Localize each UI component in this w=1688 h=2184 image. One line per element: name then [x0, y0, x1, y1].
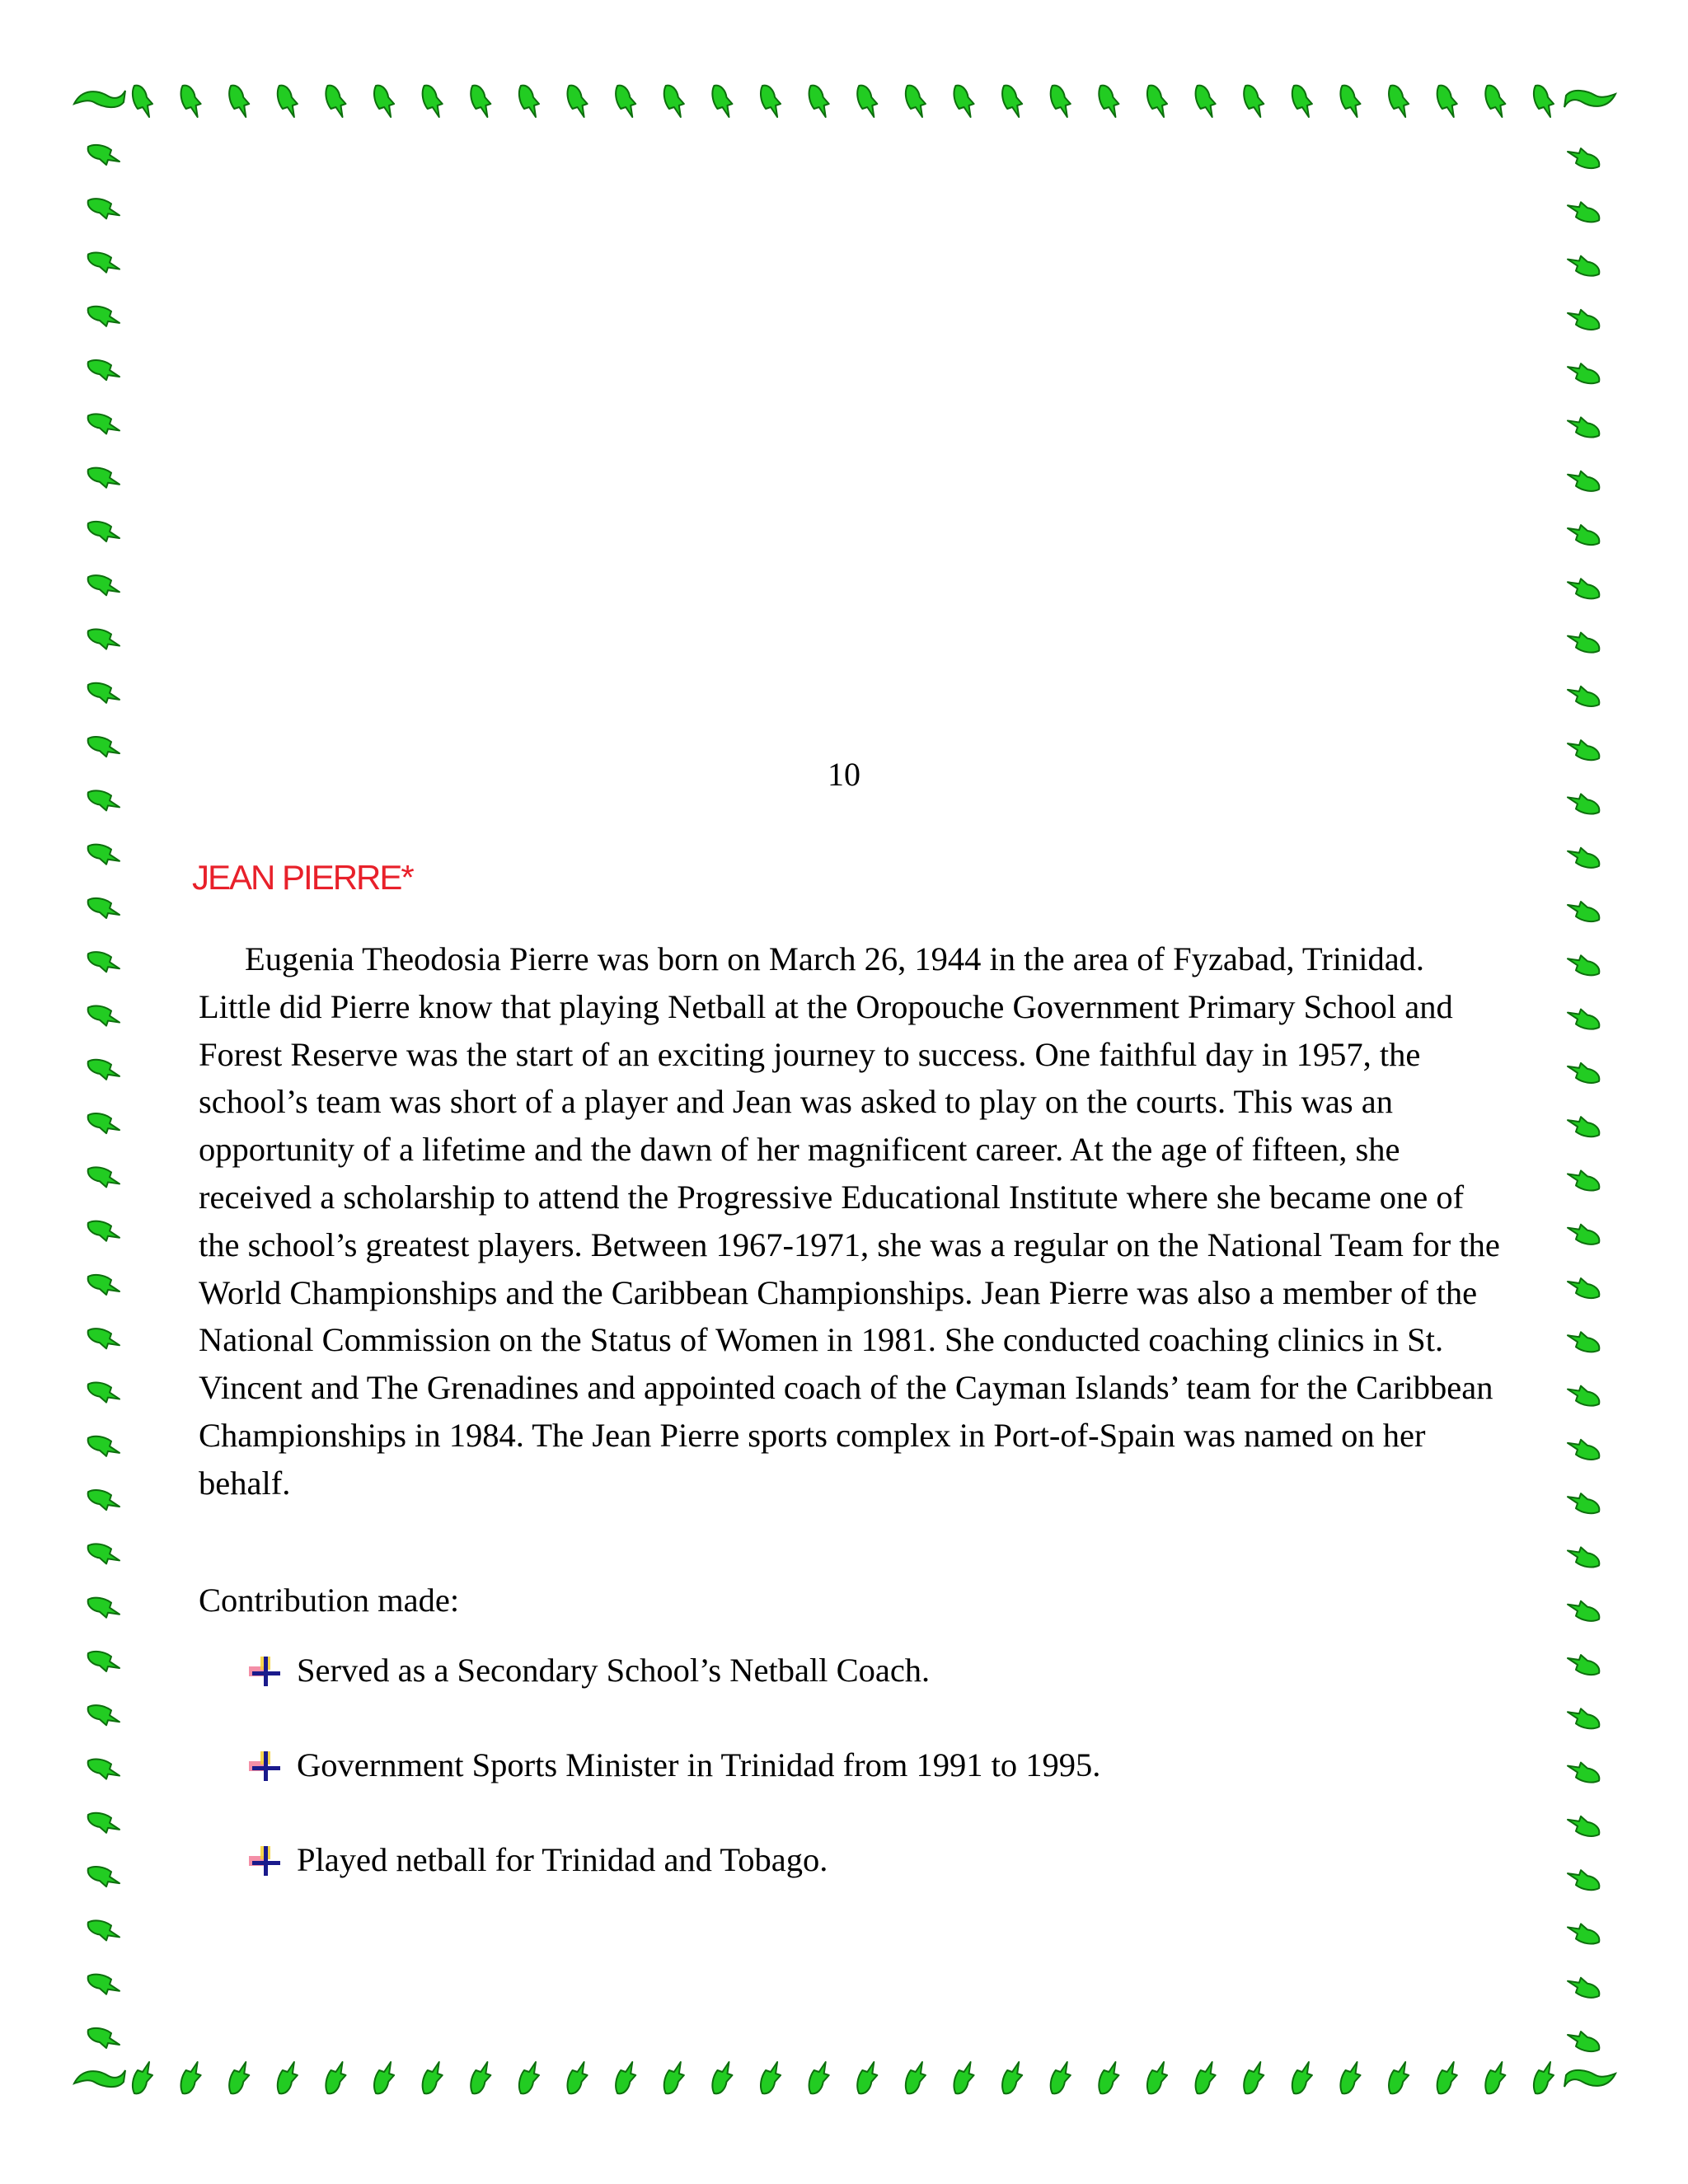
leaf-border-icon: [857, 2062, 877, 2093]
leaf-border-icon: [88, 1652, 120, 1671]
leaf-border-icon: [278, 2062, 298, 2093]
leaf-border-icon: [1568, 633, 1599, 653]
leaf-border-icon: [1244, 2062, 1264, 2093]
leaf-border-icon: [88, 1920, 120, 1940]
leaf-border-icon: [88, 307, 120, 326]
leaf-border-icon: [88, 575, 120, 595]
leaf-border-icon: [1568, 1601, 1599, 1621]
leaf-border-icon: [88, 468, 120, 488]
leaf-border-icon: [1051, 86, 1071, 117]
leaf-border-icon: [181, 86, 201, 117]
leaf-border-icon: [88, 845, 120, 865]
leaf-border-icon: [1099, 2062, 1118, 2093]
leaf-border-icon: [471, 2062, 490, 2093]
leaf-border-icon: [88, 1005, 120, 1025]
contribution-list: [247, 1647, 1100, 1931]
leaf-border-icon: [1568, 1547, 1599, 1567]
leaf-border-icon: [88, 1813, 120, 1833]
leaf-border-icon: [1196, 86, 1216, 117]
cross-bullet-icon: [247, 1844, 284, 1877]
leaf-border-icon: [1196, 2062, 1216, 2093]
page-number: 10: [828, 756, 860, 793]
leaf-border-icon: [761, 2062, 781, 2093]
leaf-border-icon: [88, 683, 120, 703]
leaf-border-icon: [954, 2062, 973, 2093]
leaf-border-icon: [1568, 1170, 1599, 1190]
leaf-border-icon: [1568, 471, 1599, 491]
leaf-border-icon: [1051, 2062, 1071, 2093]
leaf-border-icon: [88, 898, 120, 918]
leaf-border-icon: [88, 1490, 120, 1510]
leaf-border-icon: [1568, 1010, 1599, 1029]
leaf-border-icon: [519, 86, 539, 117]
leaf-border-icon: [1568, 1117, 1599, 1137]
leaf-border-icon: [1568, 310, 1599, 330]
leaf-border-icon: [229, 2062, 249, 2093]
leaf-border-icon: [1568, 1225, 1599, 1244]
leaf-border-icon: [1568, 1386, 1599, 1406]
leaf-border-icon: [374, 86, 394, 117]
leaf-border-icon: [88, 1544, 120, 1563]
leaf-border-icon: [88, 360, 120, 380]
leaf-border-icon: [326, 2062, 345, 2093]
leaf-border-icon: [1099, 86, 1118, 117]
leaf-border-icon: [1389, 2062, 1409, 2093]
leaf-border-icon: [88, 1221, 120, 1241]
leaf-border-icon: [278, 86, 298, 117]
leaf-border-icon: [1568, 525, 1599, 545]
leaf-border-icon: [1568, 1870, 1599, 1890]
leaf-border-icon: [1568, 1440, 1599, 1460]
leaf-border-icon: [1389, 86, 1409, 117]
leaf-border-icon: [181, 2062, 201, 2093]
leaf-border-icon: [74, 2070, 125, 2087]
page-title: JEAN PIERRE*: [192, 858, 413, 897]
leaf-border-icon: [664, 86, 684, 117]
leaf-border-icon: [74, 91, 125, 107]
leaf-border-icon: [1568, 902, 1599, 921]
list-item: [247, 1836, 1100, 1931]
leaf-border-icon: [1568, 579, 1599, 598]
leaf-border-icon: [88, 1759, 120, 1779]
list-item: [247, 1647, 1100, 1741]
leaf-border-icon: [1568, 848, 1599, 868]
leaf-border-icon: [616, 86, 635, 117]
cross-bullet-icon: [247, 1750, 284, 1783]
leaf-border-icon: [133, 86, 152, 117]
leaf-border-icon: [88, 1060, 120, 1080]
leaf-border-icon: [1568, 1978, 1599, 1998]
leaf-border-icon: [1564, 2070, 1615, 2087]
leaf-border-icon: [88, 1705, 120, 1725]
leaf-border-icon: [88, 1329, 120, 1348]
leaf-border-icon: [1147, 86, 1167, 117]
leaf-border-icon: [229, 86, 249, 117]
leaf-border-icon: [88, 145, 120, 165]
leaf-border-icon: [712, 2062, 732, 2093]
leaf-border-icon: [88, 2028, 120, 2048]
contribution-text: Played netball for Trinidad and Tobago.: [297, 1841, 828, 1878]
leaf-border-icon: [906, 2062, 926, 2093]
leaf-border-icon: [568, 2062, 588, 2093]
leaf-border-icon: [88, 1436, 120, 1456]
leaf-border-icon: [1340, 2062, 1360, 2093]
leaf-border-icon: [1437, 86, 1457, 117]
leaf-border-icon: [857, 86, 877, 117]
leaf-border-icon: [88, 1975, 120, 1994]
leaf-border-icon: [1568, 1708, 1599, 1728]
leaf-border-icon: [1564, 91, 1615, 107]
leaf-border-icon: [1340, 86, 1360, 117]
list-item: [247, 1741, 1100, 1836]
leaf-border-icon: [568, 86, 588, 117]
leaf-border-icon: [88, 1167, 120, 1187]
leaf-border-icon: [1568, 256, 1599, 276]
leaf-border-icon: [1568, 1763, 1599, 1783]
leaf-border-icon: [1568, 687, 1599, 706]
leaf-border-icon: [1244, 86, 1264, 117]
leaf-border-icon: [133, 2062, 152, 2093]
leaf-border-icon: [1485, 2062, 1505, 2093]
leaf-border-icon: [1568, 363, 1599, 383]
leaf-border-icon: [906, 86, 926, 117]
leaf-border-icon: [809, 2062, 829, 2093]
leaf-border-icon: [88, 199, 120, 218]
leaf-border-icon: [88, 1113, 120, 1133]
leaf-border-icon: [1292, 86, 1312, 117]
leaf-border-icon: [1568, 148, 1599, 168]
leaf-border-icon: [1568, 1063, 1599, 1083]
leaf-border-icon: [616, 2062, 635, 2093]
biography-paragraph: Eugenia Theodosia Pierre was born on March 26, 1944 in the area of Fyzabad, Trinidad. Little did Pierre know that playing Netball at the Oropouche Government Primary School and Forest Reserve was the start of an exciting journey to success. One faithful day in 1957, the school’s team was short of a player and Jean was asked to play on the courts. This was an opportunity of a lifetime and the dawn of her magnificent career. At the age of fifteen, she received a scholarship to attend the Progressive Educational Institute where she became one of the school’s greatest players. Between 1967-1971, she was a regular on the National Team for the World Championships and the Caribbean Championships. Jean Pierre was also a member of the National Commission on the Status of Women in 1981. She conducted coaching clinics in St. Vincent and The Grenadines and appointed coach of the Cayman Islands’ team for the Caribbean Championships in 1984. The Jean Pierre sports complex in Port-of-Spain was named on her behalf.: [199, 940, 1500, 1502]
leaf-border-icon: [374, 2062, 394, 2093]
leaf-border-icon: [1568, 417, 1599, 437]
leaf-border-icon: [88, 252, 120, 272]
leaf-border-icon: [326, 86, 345, 117]
leaf-border-icon: [1485, 86, 1505, 117]
leaf-border-icon: [1002, 86, 1022, 117]
leaf-border-icon: [88, 629, 120, 649]
leaf-border-icon: [1568, 794, 1599, 813]
contribution-label: Contribution made:: [199, 1582, 460, 1619]
leaf-border-icon: [88, 1598, 120, 1618]
leaf-border-icon: [712, 86, 732, 117]
leaf-border-icon: [1568, 2032, 1599, 2051]
leaf-border-icon: [88, 1275, 120, 1295]
leaf-border-icon: [1147, 2062, 1167, 2093]
leaf-border-icon: [1534, 2062, 1554, 2093]
leaf-border-icon: [471, 86, 490, 117]
leaf-border-icon: [1568, 1278, 1599, 1298]
leaf-border-icon: [88, 952, 120, 972]
leaf-border-icon: [1568, 1493, 1599, 1513]
leaf-border-icon: [88, 522, 120, 541]
leaf-border-icon: [423, 2062, 443, 2093]
leaf-border-icon: [88, 414, 120, 434]
leaf-border-icon: [88, 1382, 120, 1402]
leaf-border-icon: [1568, 1924, 1599, 1943]
leaf-border-icon: [1002, 2062, 1022, 2093]
leaf-border-icon: [1534, 86, 1554, 117]
leaf-border-icon: [519, 2062, 539, 2093]
leaf-border-icon: [1568, 1816, 1599, 1836]
leaf-border-icon: [1568, 202, 1599, 222]
leaf-border-icon: [1568, 1655, 1599, 1675]
leaf-border-icon: [664, 2062, 684, 2093]
leaf-border-icon: [1568, 1332, 1599, 1352]
leaf-border-icon: [809, 86, 829, 117]
leaf-border-icon: [88, 1867, 120, 1886]
leaf-border-icon: [423, 86, 443, 117]
contribution-text: Served as a Secondary School’s Netball Coach.: [297, 1652, 931, 1689]
leaf-border-icon: [1292, 2062, 1312, 2093]
leaf-border-icon: [1568, 955, 1599, 975]
cross-bullet-icon: [247, 1655, 284, 1688]
leaf-border-icon: [1437, 2062, 1457, 2093]
leaf-border-icon: [761, 86, 781, 117]
contribution-text: Government Sports Minister in Trinidad from 1991 to 1995.: [297, 1746, 1101, 1783]
leaf-border-icon: [954, 86, 973, 117]
